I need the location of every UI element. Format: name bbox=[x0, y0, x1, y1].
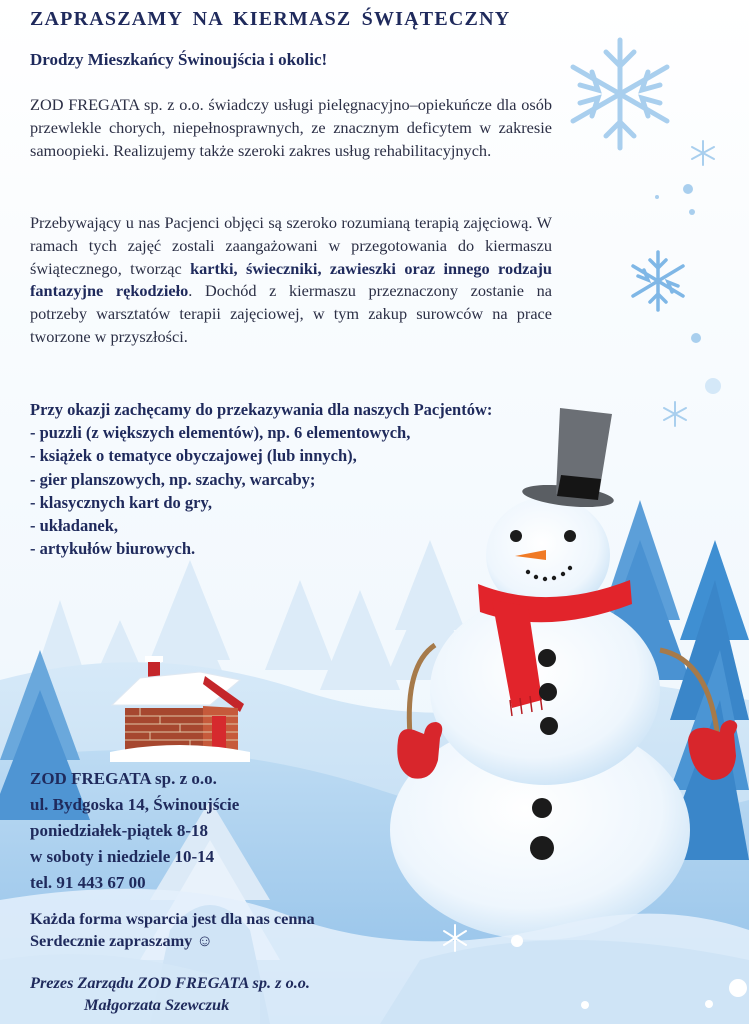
therapy-paragraph bbox=[30, 212, 552, 349]
list-item: - klasycznych kart do gry, bbox=[30, 492, 212, 512]
weekend-hours: w soboty i niedziele 10-14 bbox=[30, 847, 215, 866]
phone-number: tel. 91 443 67 00 bbox=[30, 873, 146, 892]
weekday-hours: poniedziałek-piątek 8-18 bbox=[30, 821, 209, 840]
contact-block bbox=[30, 766, 239, 896]
list-item: - książek o tematyce obyczajowej (lub innych), bbox=[30, 446, 357, 466]
list-item: - układanek, bbox=[30, 516, 119, 536]
intro-paragraph: ZOD FREGATA sp. z o.o. świadczy usługi pielęgnacyjno–opiekuńcze dla osób przewlekle chorych, niepełnosprawnych, ze znacznym deficytem w zakresie samoopieki. Realizujemy także szeroki zakres usług rehabilitacyjnych. bbox=[30, 95, 552, 160]
list-item: - artykułów biurowych. bbox=[30, 539, 196, 559]
support-line: Każda forma wsparcia jest dla nas cenna bbox=[30, 909, 315, 928]
signature-block bbox=[30, 972, 310, 1016]
appeal-intro: Przy okazji zachęcamy do przekazywania dla naszych Pacjentów: bbox=[30, 400, 493, 419]
greeting: Drodzy Mieszkańcy Świnoujścia i okolic! bbox=[30, 50, 328, 69]
handicraft-list: kartki, świeczniki, zawieszki oraz innego rodzaju fantazyjne rękodzieło bbox=[30, 258, 552, 301]
page-title: ZAPRASZAMY NA KIERMASZ ŚWIĄTECZNY bbox=[30, 8, 511, 30]
donation-appeal bbox=[30, 398, 552, 560]
invitation-line: Serdecznie zapraszamy ☺ bbox=[30, 931, 214, 950]
therapy-text-start: Przebywający u nas Pacjenci objęci są szeroko rozumianą terapią zajęciową. W ramach tych zajęć zostali zaangażowani w przegotowania do kiermaszu świątecznego, tworząc bbox=[30, 213, 552, 278]
signature-name: Małgorzata Szewczuk bbox=[84, 995, 230, 1014]
closing-block bbox=[30, 908, 315, 952]
therapy-text-end: . Dochód z kiermaszu przeznaczony zostanie na potrzeby warsztatów terapii zajęciowej, w tym zakup surowców na prace tworzone w przyszłości. bbox=[30, 281, 552, 346]
company-name: ZOD FREGATA sp. z o.o. bbox=[30, 769, 217, 788]
signature-role: Prezes Zarządu ZOD FREGATA sp. z o.o. bbox=[30, 973, 310, 992]
list-item: - gier planszowych, np. szachy, warcaby; bbox=[30, 469, 316, 489]
address: ul. Bydgoska 14, Świnoujście bbox=[30, 795, 240, 814]
list-item: - puzzli (z większych elementów), np. 6 elementowych, bbox=[30, 423, 411, 443]
